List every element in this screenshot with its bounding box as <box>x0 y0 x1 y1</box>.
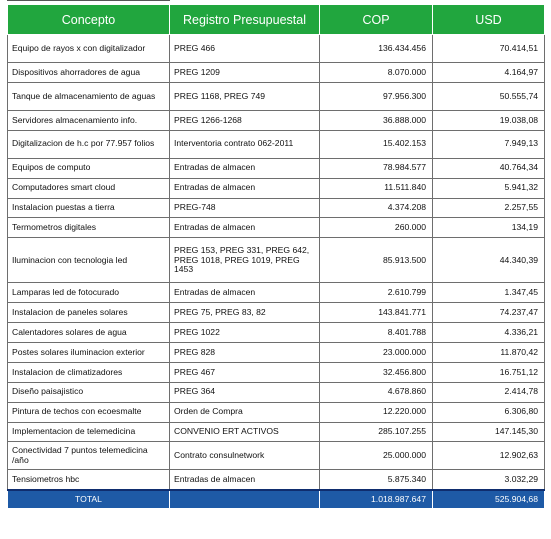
cell-concepto: Computadores smart cloud <box>8 178 170 198</box>
cell-concepto: Equipo de rayos x con digitalizador <box>8 35 170 63</box>
cell-concepto: Iluminacion con tecnologia led <box>8 238 170 283</box>
total-registro <box>170 490 320 509</box>
cell-registro: PREG 467 <box>170 362 320 382</box>
cell-registro: Contrato consulnetwork <box>170 442 320 470</box>
cell-concepto: Calentadores solares de agua <box>8 323 170 343</box>
cell-cop: 285.107.255 <box>320 422 433 442</box>
table-row <box>8 422 545 442</box>
cell-cop: 11.511.840 <box>320 178 433 198</box>
cell-registro: PREG 1168, PREG 749 <box>170 82 320 110</box>
cell-cop: 23.000.000 <box>320 343 433 363</box>
cell-registro: Orden de Compra <box>170 402 320 422</box>
cell-concepto: Diseño paisajistico <box>8 382 170 402</box>
cell-concepto: Tensiometros hbc <box>8 470 170 490</box>
cell-concepto: Pintura de techos con ecoesmalte <box>8 402 170 422</box>
cell-registro: PREG 364 <box>170 382 320 402</box>
cell-usd: 5.941,32 <box>433 178 545 198</box>
cell-cop: 15.402.153 <box>320 130 433 158</box>
cell-concepto: Instalacion de paneles solares <box>8 303 170 323</box>
header-usd: USD <box>433 5 545 35</box>
cell-usd: 2.257,55 <box>433 198 545 218</box>
cell-registro: PREG 828 <box>170 343 320 363</box>
cell-concepto: Equipos de computo <box>8 158 170 178</box>
budget-table <box>7 4 545 509</box>
cell-registro: Entradas de almacen <box>170 283 320 303</box>
cell-concepto: Termometros digitales <box>8 218 170 238</box>
cell-concepto: Tanque de almacenamiento de aguas <box>8 82 170 110</box>
header-concepto: Concepto <box>8 5 170 35</box>
table-row <box>8 238 545 283</box>
table-row <box>8 35 545 63</box>
cell-registro: PREG 1209 <box>170 63 320 83</box>
cell-cop: 4.678.860 <box>320 382 433 402</box>
cell-cop: 260.000 <box>320 218 433 238</box>
cell-registro: PREG-748 <box>170 198 320 218</box>
cell-usd: 50.555,74 <box>433 82 545 110</box>
cell-usd: 70.414,51 <box>433 35 545 63</box>
total-cop: 1.018.987.647 <box>320 490 433 509</box>
cell-cop: 32.456.800 <box>320 362 433 382</box>
table-row <box>8 178 545 198</box>
header-registro: Registro Presupuestal <box>170 5 320 35</box>
cell-usd: 11.870,42 <box>433 343 545 363</box>
table-row <box>8 283 545 303</box>
table-row <box>8 63 545 83</box>
cell-usd: 134,19 <box>433 218 545 238</box>
cell-registro: PREG 75, PREG 83, 82 <box>170 303 320 323</box>
cell-registro: Entradas de almacen <box>170 218 320 238</box>
cell-cop: 136.434.456 <box>320 35 433 63</box>
table-row <box>8 82 545 110</box>
cell-usd: 16.751,12 <box>433 362 545 382</box>
cell-concepto: Conectividad 7 puntos telemedicina /año <box>8 442 170 470</box>
cell-cop: 12.220.000 <box>320 402 433 422</box>
cell-cop: 97.956.300 <box>320 82 433 110</box>
cell-usd: 7.949,13 <box>433 130 545 158</box>
cell-usd: 19.038,08 <box>433 110 545 130</box>
table-row <box>8 323 545 343</box>
table-row <box>8 442 545 470</box>
table-row <box>8 402 545 422</box>
cell-usd: 3.032,29 <box>433 470 545 490</box>
cell-registro: Entradas de almacen <box>170 158 320 178</box>
cell-cop: 5.875.340 <box>320 470 433 490</box>
cell-concepto: Digitalizacion de h.c por 77.957 folios <box>8 130 170 158</box>
cell-usd: 74.237,47 <box>433 303 545 323</box>
table-row <box>8 382 545 402</box>
top-rule <box>7 0 170 1</box>
cell-registro: PREG 1022 <box>170 323 320 343</box>
cell-concepto: Implementacion de telemedicina <box>8 422 170 442</box>
cell-cop: 78.984.577 <box>320 158 433 178</box>
cell-registro: PREG 466 <box>170 35 320 63</box>
cell-cop: 8.070.000 <box>320 63 433 83</box>
table-row <box>8 303 545 323</box>
cell-concepto: Servidores almacenamiento info. <box>8 110 170 130</box>
table-row <box>8 470 545 490</box>
cell-usd: 6.306,80 <box>433 402 545 422</box>
table-row <box>8 198 545 218</box>
cell-concepto: Lamparas led de fotocurado <box>8 283 170 303</box>
cell-cop: 143.841.771 <box>320 303 433 323</box>
cell-registro: Entradas de almacen <box>170 178 320 198</box>
cell-cop: 85.913.500 <box>320 238 433 283</box>
cell-registro: Entradas de almacen <box>170 470 320 490</box>
cell-cop: 2.610.799 <box>320 283 433 303</box>
cell-usd: 12.902,63 <box>433 442 545 470</box>
cell-usd: 4.336,21 <box>433 323 545 343</box>
cell-cop: 36.888.000 <box>320 110 433 130</box>
cell-usd: 4.164,97 <box>433 63 545 83</box>
cell-cop: 25.000.000 <box>320 442 433 470</box>
table-row <box>8 130 545 158</box>
cell-registro: PREG 1266-1268 <box>170 110 320 130</box>
cell-registro: Interventoria contrato 062-2011 <box>170 130 320 158</box>
cell-concepto: Postes solares iluminacion exterior <box>8 343 170 363</box>
cell-usd: 40.764,34 <box>433 158 545 178</box>
table-row <box>8 158 545 178</box>
total-row <box>8 490 545 509</box>
cell-registro: PREG 153, PREG 331, PREG 642, PREG 1018, PREG 1019, PREG 1453 <box>170 238 320 283</box>
cell-cop: 8.401.788 <box>320 323 433 343</box>
table-row <box>8 343 545 363</box>
cell-concepto: Instalacion de climatizadores <box>8 362 170 382</box>
budget-table-container <box>7 4 544 509</box>
cell-usd: 147.145,30 <box>433 422 545 442</box>
cell-usd: 1.347,45 <box>433 283 545 303</box>
cell-concepto: Instalacion puestas a tierra <box>8 198 170 218</box>
table-body <box>8 35 545 490</box>
cell-concepto: Dispositivos ahorradores de agua <box>8 63 170 83</box>
table-row <box>8 110 545 130</box>
cell-usd: 2.414,78 <box>433 382 545 402</box>
cell-usd: 44.340,39 <box>433 238 545 283</box>
total-usd: 525.904,68 <box>433 490 545 509</box>
header-cop: COP <box>320 5 433 35</box>
table-row <box>8 362 545 382</box>
cell-registro: CONVENIO ERT ACTIVOS <box>170 422 320 442</box>
cell-cop: 4.374.208 <box>320 198 433 218</box>
header-row <box>8 5 545 35</box>
total-label: TOTAL <box>8 490 170 509</box>
table-row <box>8 218 545 238</box>
